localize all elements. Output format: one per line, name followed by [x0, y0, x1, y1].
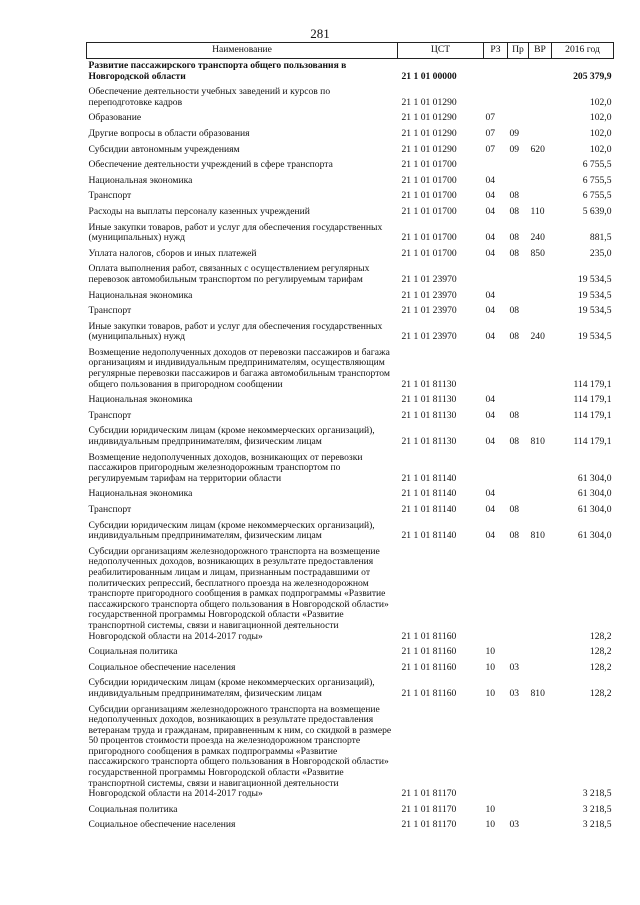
cell-vr [529, 289, 552, 305]
cell-val: 102,0 [589, 127, 612, 139]
cell-pr [508, 174, 529, 190]
table-row [87, 289, 614, 305]
cell-cst: 21 1 01 81160 [401, 646, 457, 658]
cell-name: Субсидии юридическим лицам (кроме некоммерческих организаций), индивидуальным предпринимателям, физическим лицам [88, 425, 375, 448]
cell-pr: 08 [509, 331, 520, 343]
cell-rz: 10 [485, 661, 496, 673]
cell-name: Расходы на выплаты персоналу казенных учреждений [88, 205, 310, 217]
cell-rz: 10 [485, 819, 496, 831]
cell-val: 102,0 [589, 143, 612, 155]
cell-vr: 810 [530, 530, 545, 542]
cell-pr [508, 645, 529, 661]
cell-name: Транспорт [88, 190, 132, 202]
cell-pr [508, 803, 529, 819]
cell-pr: 03 [509, 687, 520, 699]
cell-val: 128,2 [589, 646, 612, 658]
cell-vr [529, 189, 552, 205]
table-row [87, 545, 614, 645]
cell-pr [508, 289, 529, 305]
cell-rz: 07 [485, 143, 496, 155]
cell-val: 61 304,0 [577, 504, 612, 515]
cell-name: Образование [88, 112, 142, 124]
cell-pr [508, 111, 529, 127]
cell-val: 128,2 [589, 630, 612, 642]
cell-vr: 810 [530, 436, 545, 448]
cell-cst: 21 1 01 23970 [401, 289, 457, 301]
cell-name: Иные закупки товаров, работ и услуг для обеспечения государственных (муниципальных) нужд [88, 221, 383, 244]
table-row [87, 393, 614, 409]
cell-name: Уплата налогов, сборов и иных платежей [88, 247, 257, 259]
cell-vr: 810 [530, 687, 545, 699]
cell-val: 3 218,5 [582, 788, 612, 800]
table-body [87, 59, 614, 835]
table-row [87, 818, 614, 834]
cell-vr [529, 304, 552, 320]
cell-vr [529, 158, 552, 174]
table-row [87, 703, 614, 803]
cell-name: Субсидии автономным учреждениям [88, 143, 240, 155]
cell-pr [508, 158, 529, 174]
cell-vr: 240 [530, 331, 545, 343]
cell-rz: 04 [485, 305, 496, 317]
table-row [87, 661, 614, 677]
cell-vr [529, 174, 552, 190]
cell-rz: 04 [485, 174, 496, 186]
table-row [87, 320, 614, 346]
cell-cst: 21 1 01 01290 [401, 143, 457, 155]
cell-name: Национальная экономика [88, 488, 193, 500]
cell-cst: 21 1 01 23970 [401, 273, 457, 285]
cell-pr [508, 545, 529, 645]
cell-cst: 21 1 01 81130 [401, 436, 457, 448]
cell-val: 6 755,5 [582, 159, 612, 171]
cell-val: 114 179,1 [573, 436, 612, 448]
cell-vr: 240 [530, 232, 545, 244]
cell-vr [529, 487, 552, 503]
cell-pr: 08 [509, 247, 520, 259]
cell-vr [529, 803, 552, 819]
table-row [87, 503, 614, 519]
table-row [87, 205, 614, 221]
cell-rz: 04 [485, 530, 496, 542]
cell-pr [508, 346, 529, 393]
cell-pr: 08 [509, 409, 520, 421]
cell-val: 6 755,5 [582, 174, 612, 186]
cell-rz: 04 [485, 488, 496, 500]
cell-pr: 09 [509, 143, 520, 155]
table-row [87, 111, 614, 127]
cell-vr [529, 59, 552, 86]
cell-cst: 21 1 01 01290 [401, 96, 457, 108]
cell-cst: 21 1 01 81140 [401, 488, 457, 500]
cell-cst: 21 1 01 81170 [401, 803, 457, 815]
cell-name: Социальная политика [88, 646, 178, 658]
cell-name: Субсидии юридическим лицам (кроме некоммерческих организаций), индивидуальным предпринимателям, физическим лицам [88, 519, 375, 542]
cell-val: 61 304,0 [577, 472, 612, 484]
cell-cst: 21 1 01 81140 [401, 472, 457, 484]
cell-rz [484, 59, 508, 86]
cell-rz: 04 [485, 504, 496, 515]
cell-pr: 08 [509, 530, 520, 542]
cell-name: Транспорт [88, 504, 132, 515]
cell-pr: 08 [509, 436, 520, 448]
cell-rz [484, 262, 508, 288]
cell-name: Обеспечение деятельности учреждений в сфере транспорта [88, 159, 333, 171]
cell-val: 881,5 [589, 232, 612, 244]
cell-name: Субсидии организациям железнодорожного транспорта на возмещение недополученных доходов, возникающих в результате предоставления реабилитированным лицам и лицам, признанным пострадавшими от политических репрессий, бесплатного проезда на железнодорожном транспорте пригородного сообщения в рамках подпрограммы «Развитие пассажирского транспорта общего пользования в Новгородской области» государственной программы Новгородской области «Развитие транспортной системы, связи и навигационной деятельности Новгородской области на 2014-2017 годы» [88, 545, 389, 642]
table-row [87, 85, 614, 111]
cell-rz: 04 [485, 205, 496, 217]
table-row [87, 189, 614, 205]
cell-cst: 21 1 01 81140 [401, 530, 457, 542]
cell-name: Субсидии организациям железнодорожного транспорта на возмещение недополученных доходов, возникающих в результате предоставления ветеранам труда и гражданам, приравненным к ним, со скидкой в размере 50 процентов стоимости проезда на железнодорожном транспорте пригородного сообщения в рамках подпрограммы «Развитие пассажирского транспорта общего пользования в Новгородской области» государственной программы Новгородской области «Развитие транспортной системы, связи и навигационной деятельности Новгородской области на 2014-2017 годы» [88, 703, 392, 800]
cell-rz: 04 [485, 409, 496, 421]
cell-val: 19 534,5 [577, 289, 612, 301]
cell-pr [508, 393, 529, 409]
cell-vr [529, 111, 552, 127]
cell-cst: 21 1 01 81130 [401, 409, 457, 421]
cell-val: 114 179,1 [573, 394, 612, 406]
cell-val: 19 534,5 [577, 331, 612, 343]
cell-pr: 08 [509, 232, 520, 244]
cell-val: 3 218,5 [582, 803, 612, 815]
header-vr: ВР [529, 43, 552, 59]
cell-cst: 21 1 01 01700 [401, 174, 457, 186]
cell-name: Национальная экономика [88, 174, 193, 186]
cell-pr: 03 [509, 819, 520, 831]
cell-name: Национальная экономика [88, 394, 193, 406]
header-rz: РЗ [484, 43, 508, 59]
cell-name: Социальная политика [88, 803, 178, 815]
cell-rz: 10 [485, 803, 496, 815]
cell-name: Иные закупки товаров, работ и услуг для обеспечения государственных (муниципальных) нужд [88, 320, 383, 343]
cell-rz: 04 [485, 436, 496, 448]
cell-pr: 08 [509, 305, 520, 317]
cell-pr: 03 [509, 661, 520, 673]
cell-vr [529, 451, 552, 488]
cell-name: Социальное обеспечение населения [88, 819, 236, 831]
cell-cst: 21 1 01 23970 [401, 331, 457, 343]
cell-cst: 21 1 01 81140 [401, 504, 457, 515]
cell-pr [508, 703, 529, 803]
page-number: 281 [310, 26, 330, 41]
cell-val: 102,0 [589, 112, 612, 124]
cell-rz: 04 [485, 247, 496, 259]
cell-val: 205 379,9 [573, 70, 612, 82]
cell-vr [529, 645, 552, 661]
table-row [87, 143, 614, 159]
table-row [87, 409, 614, 425]
cell-val: 102,0 [589, 96, 612, 108]
cell-cst: 21 1 01 01290 [401, 112, 457, 124]
cell-vr: 850 [530, 247, 545, 259]
cell-pr [508, 85, 529, 111]
cell-val: 5 639,0 [582, 205, 612, 217]
cell-val: 19 534,5 [577, 305, 612, 317]
cell-cst: 21 1 01 81160 [401, 687, 457, 699]
cell-name: Возмещение недополученных доходов от перевозки пассажиров и багажа организациям и индивидуальным предпринимателям, осуществляющим регулярные перевозки пассажиров и багажа автомобильным транспортом общего пользования в пригородном сообщении [88, 346, 390, 390]
table-row [87, 346, 614, 393]
cell-rz: 07 [485, 112, 496, 124]
header-pr: Пр [508, 43, 529, 59]
cell-val: 235,0 [589, 247, 612, 259]
cell-cst: 21 1 01 23970 [401, 305, 457, 317]
cell-pr [508, 487, 529, 503]
table-row [87, 451, 614, 488]
cell-vr [529, 262, 552, 288]
cell-rz: 04 [485, 232, 496, 244]
cell-vr [529, 703, 552, 803]
cell-cst: 21 1 01 01700 [401, 232, 457, 244]
cell-cst: 21 1 01 01700 [401, 205, 457, 217]
cell-name: Возмещение недополученных доходов, возникающих от перевозки пассажиров пригородным железнодорожным транспортом по регулируемым тарифам на территории области [88, 451, 363, 484]
cell-pr [508, 59, 529, 86]
cell-val: 61 304,0 [577, 488, 612, 500]
cell-pr: 09 [509, 127, 520, 139]
cell-cst: 21 1 01 81160 [401, 661, 457, 673]
cell-vr [529, 85, 552, 111]
table-row [87, 424, 614, 450]
cell-vr: 110 [530, 205, 545, 217]
table-row [87, 262, 614, 288]
cell-rz [484, 85, 508, 111]
cell-name: Субсидии юридическим лицам (кроме некоммерческих организаций), индивидуальным предпринимателям, физическим лицам [88, 677, 375, 699]
cell-rz [484, 545, 508, 645]
cell-val: 128,2 [589, 687, 612, 699]
table-row [87, 174, 614, 190]
cell-pr [508, 262, 529, 288]
budget-table [86, 42, 614, 834]
cell-rz: 10 [485, 646, 496, 658]
cell-name: Оплата выполнения работ, связанных с осуществлением регулярных перевозок автомобильным транспортом по регулируемым тарифам [88, 263, 370, 285]
cell-vr [529, 818, 552, 834]
table-header-row [87, 43, 614, 59]
cell-vr: 620 [530, 143, 545, 155]
cell-cst: 21 1 01 01700 [401, 247, 457, 259]
header-name: Наименование [87, 43, 398, 59]
table-row [87, 803, 614, 819]
cell-name: Другие вопросы в области образования [88, 127, 250, 139]
cell-cst: 21 1 01 81130 [401, 378, 457, 390]
cell-cst: 21 1 01 81170 [401, 788, 457, 800]
cell-vr [529, 545, 552, 645]
cell-pr: 08 [509, 504, 520, 515]
cell-pr: 08 [509, 190, 520, 202]
cell-cst: 21 1 01 81130 [401, 394, 457, 406]
cell-cst: 21 1 01 01700 [401, 159, 457, 171]
cell-rz: 04 [485, 190, 496, 202]
table-row [87, 645, 614, 661]
cell-vr [529, 346, 552, 393]
cell-vr [529, 409, 552, 425]
table-row [87, 59, 614, 86]
cell-rz: 10 [485, 687, 496, 699]
cell-vr [529, 127, 552, 143]
cell-name: Национальная экономика [88, 289, 193, 301]
table-row [87, 487, 614, 503]
cell-vr [529, 503, 552, 519]
table-row [87, 304, 614, 320]
cell-val: 114 179,1 [573, 409, 612, 421]
cell-rz [484, 158, 508, 174]
table-row [87, 247, 614, 263]
cell-val: 114 179,1 [573, 378, 612, 390]
cell-vr [529, 661, 552, 677]
cell-val: 3 218,5 [582, 819, 612, 831]
table-row [87, 676, 614, 702]
cell-rz: 04 [485, 394, 496, 406]
cell-name: Транспорт [88, 409, 132, 421]
cell-pr: 08 [509, 205, 520, 217]
table-row [87, 127, 614, 143]
cell-name: Социальное обеспечение населения [88, 661, 236, 673]
table-row [87, 519, 614, 545]
cell-val: 19 534,5 [577, 273, 612, 285]
cell-rz: 07 [485, 127, 496, 139]
cell-cst: 21 1 01 01700 [401, 190, 457, 202]
cell-rz: 04 [485, 289, 496, 301]
cell-name: Развитие пассажирского транспорта общего пользования в Новгородской области [88, 60, 347, 82]
cell-name: Транспорт [88, 305, 132, 317]
cell-rz [484, 451, 508, 488]
cell-rz [484, 346, 508, 393]
cell-val: 61 304,0 [577, 530, 612, 542]
cell-pr [508, 451, 529, 488]
cell-name: Обеспечение деятельности учебных заведений и курсов по переподготовке кадров [88, 86, 331, 108]
cell-cst: 21 1 01 00000 [401, 70, 457, 82]
cell-cst: 21 1 01 81160 [401, 630, 457, 642]
cell-cst: 21 1 01 01290 [401, 127, 457, 139]
cell-val: 6 755,5 [582, 190, 612, 202]
table-row [87, 221, 614, 247]
table-row [87, 158, 614, 174]
cell-val: 128,2 [589, 661, 612, 673]
header-year: 2016 год [552, 43, 614, 59]
cell-vr [529, 393, 552, 409]
cell-rz: 04 [485, 331, 496, 343]
cell-cst: 21 1 01 81170 [401, 819, 457, 831]
cell-rz [484, 703, 508, 803]
header-cst: ЦСТ [398, 43, 484, 59]
